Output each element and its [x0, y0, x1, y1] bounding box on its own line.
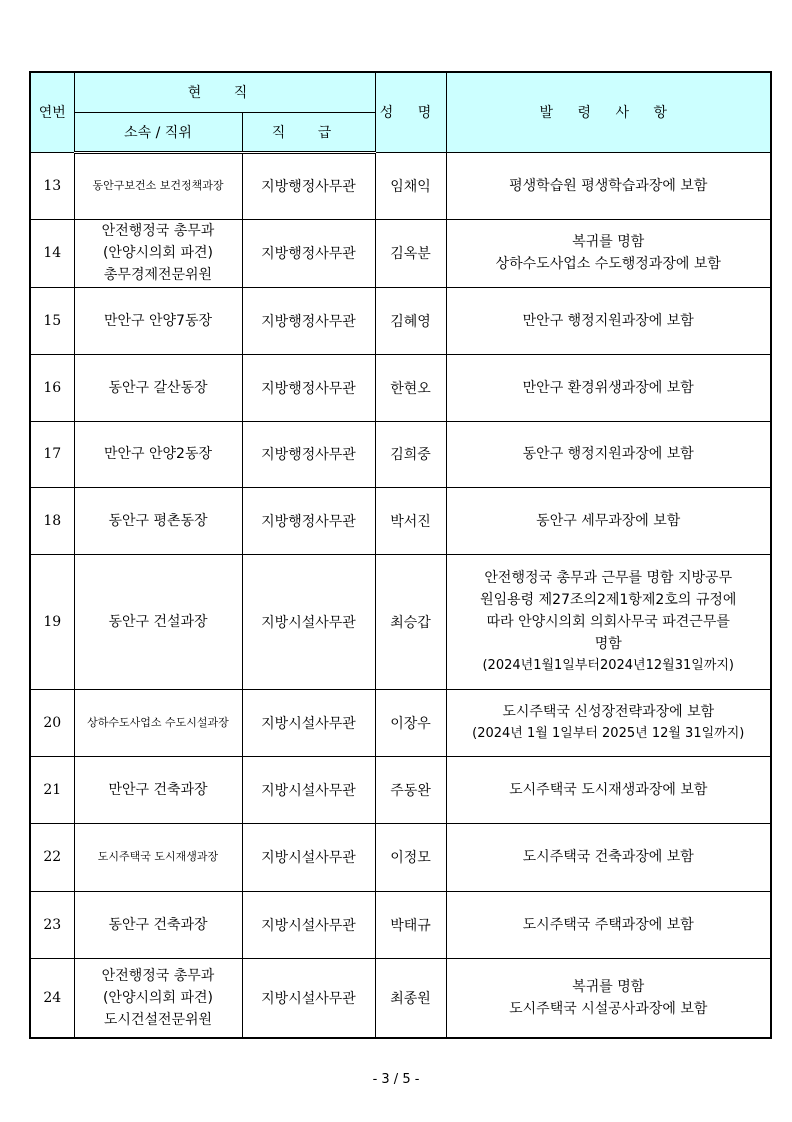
- grade-cell: 지방시설사무관: [242, 756, 375, 823]
- affiliation-line: 안전행정국 총무과: [101, 223, 215, 239]
- order-line: 만안구 환경위생과장에 보함: [522, 379, 694, 396]
- affiliation-cell: [74, 554, 242, 689]
- table-row: [30, 689, 771, 756]
- affiliation-line: 상하수도사업소 수도시설과장: [87, 715, 229, 729]
- affiliation-cell: [74, 219, 242, 287]
- table-row: [30, 287, 771, 354]
- affiliation-cell: [74, 891, 242, 958]
- grade-cell: 지방시설사무관: [242, 958, 375, 1038]
- header-order: 발 령 사 항: [446, 72, 771, 152]
- grade-cell: 지방행정사무관: [242, 287, 375, 354]
- header-affiliation: 소속 / 직위: [74, 112, 242, 152]
- name-cell: 김옥분: [375, 219, 446, 287]
- order-cell: [446, 823, 771, 891]
- row-number: 18: [30, 487, 74, 554]
- row-number: 23: [30, 891, 74, 958]
- order-line: 따라 안양시의회 의회사무국 파견근무를: [486, 613, 730, 630]
- order-line: 도시주택국 건축과장에 보함: [522, 849, 694, 865]
- row-number: 19: [30, 554, 74, 689]
- order-line: 동안구 행정지원과장에 보함: [522, 446, 694, 462]
- table-row: [30, 421, 771, 487]
- table-row: [30, 554, 771, 689]
- affiliation-line: 도시건설전문위원: [103, 1011, 213, 1028]
- affiliation-cell: [74, 689, 242, 756]
- grade-cell: 지방행정사무관: [242, 421, 375, 487]
- row-number: 16: [30, 354, 74, 421]
- table-row: [30, 219, 771, 287]
- name-cell: 박서진: [375, 487, 446, 554]
- affiliation-cell: [74, 152, 242, 219]
- affiliation-cell: [74, 487, 242, 554]
- header-no: 연번: [30, 72, 74, 152]
- name-cell: 이정모: [375, 823, 446, 891]
- order-line: 복귀를 명함: [572, 978, 645, 995]
- grade-cell: 지방행정사무관: [242, 354, 375, 421]
- affiliation-cell: [74, 756, 242, 823]
- order-line: 명함: [594, 635, 622, 652]
- order-cell: [446, 354, 771, 421]
- grade-cell: 지방행정사무관: [242, 487, 375, 554]
- grade-cell: 지방시설사무관: [242, 891, 375, 958]
- row-number: 13: [30, 152, 74, 219]
- affiliation-line: 총무경제전문위원: [103, 267, 213, 283]
- affiliation-line: 동안구 건축과장: [108, 916, 208, 933]
- affiliation-line: 동안구 갈산동장: [108, 379, 208, 396]
- affiliation-line: 동안구 건설과장: [108, 613, 208, 630]
- affiliation-cell: [74, 354, 242, 421]
- name-cell: 이장우: [375, 689, 446, 756]
- order-line: 만안구 행정지원과장에 보함: [522, 312, 694, 329]
- order-line: 상하수도사업소 수도행정과장에 보함: [495, 256, 721, 272]
- order-line: 도시주택국 신성장전략과장에 보함: [502, 703, 715, 720]
- order-line: (2024년1월1일부터2024년12월31일까지): [482, 657, 735, 673]
- header-current-position: 현 직: [74, 72, 375, 112]
- grade-cell: 지방행정사무관: [242, 219, 375, 287]
- order-line: 도시주택국 주택과장에 보함: [522, 916, 694, 933]
- table-row: [30, 152, 771, 219]
- affiliation-line: (안양시의회 파견): [102, 989, 214, 1006]
- name-cell: 김희중: [375, 421, 446, 487]
- grade-cell: 지방시설사무관: [242, 554, 375, 689]
- order-line: 복귀를 명함: [572, 234, 645, 250]
- row-number: 20: [30, 689, 74, 756]
- name-cell: 한현오: [375, 354, 446, 421]
- order-line: 원임용령 제27조의2제1항제2호의 규정에: [480, 591, 737, 608]
- affiliation-line: 안전행정국 총무과: [101, 967, 215, 984]
- header-grade: 직 급: [242, 112, 375, 152]
- order-cell: [446, 891, 771, 958]
- row-number: 14: [30, 219, 74, 287]
- table-row: [30, 823, 771, 891]
- name-cell: 최승갑: [375, 554, 446, 689]
- affiliation-line: (안양시의회 파견): [102, 245, 214, 261]
- page-number: - 3 / 5 -: [372, 1072, 420, 1087]
- affiliation-cell: [74, 421, 242, 487]
- order-cell: [446, 756, 771, 823]
- order-line: (2024년 1월 1일부터 2025년 12월 31일까지): [472, 725, 745, 741]
- table-row: [30, 354, 771, 421]
- affiliation-line: 도시주택국 도시재생과장: [97, 850, 219, 863]
- order-cell: [446, 554, 771, 689]
- name-cell: 최종원: [375, 958, 446, 1038]
- row-number: 17: [30, 421, 74, 487]
- order-line: 안전행정국 총무과 근무를 명함 지방공무: [484, 569, 733, 586]
- name-cell: 주동완: [375, 756, 446, 823]
- order-cell: [446, 421, 771, 487]
- grade-cell: 지방시설사무관: [242, 823, 375, 891]
- name-cell: 박태규: [375, 891, 446, 958]
- grade-cell: 지방행정사무관: [242, 152, 375, 219]
- header-name: 성 명: [375, 72, 446, 152]
- order-line: 평생학습원 평생학습과장에 보함: [509, 177, 708, 194]
- row-number: 15: [30, 287, 74, 354]
- order-line: 도시주택국 도시재생과장에 보함: [509, 781, 708, 798]
- affiliation-line: 동안구보건소 보건정책과장: [92, 179, 224, 192]
- name-cell: 김혜영: [375, 287, 446, 354]
- appointment-table: [29, 71, 772, 1039]
- row-number: 22: [30, 823, 74, 891]
- name-cell: 임채익: [375, 152, 446, 219]
- affiliation-line: 만안구 안양7동장: [103, 312, 213, 329]
- affiliation-cell: [74, 958, 242, 1038]
- row-number: 21: [30, 756, 74, 823]
- affiliation-cell: [74, 823, 242, 891]
- table-row: [30, 756, 771, 823]
- affiliation-line: 동안구 평촌동장: [108, 512, 208, 529]
- order-cell: [446, 689, 771, 756]
- grade-cell: 지방시설사무관: [242, 689, 375, 756]
- order-line: 도시주택국 시설공사과장에 보함: [509, 1000, 708, 1017]
- affiliation-line: 만안구 안양2동장: [103, 446, 213, 462]
- order-line: 동안구 세무과장에 보함: [536, 512, 681, 529]
- order-cell: [446, 219, 771, 287]
- affiliation-cell: [74, 287, 242, 354]
- order-cell: [446, 487, 771, 554]
- table-row: [30, 958, 771, 1038]
- affiliation-line: 만안구 건축과장: [108, 781, 208, 798]
- table-row: [30, 487, 771, 554]
- order-cell: [446, 958, 771, 1038]
- order-cell: [446, 152, 771, 219]
- order-cell: [446, 287, 771, 354]
- table-row: [30, 891, 771, 958]
- table-body: [30, 152, 771, 1038]
- row-number: 24: [30, 958, 74, 1038]
